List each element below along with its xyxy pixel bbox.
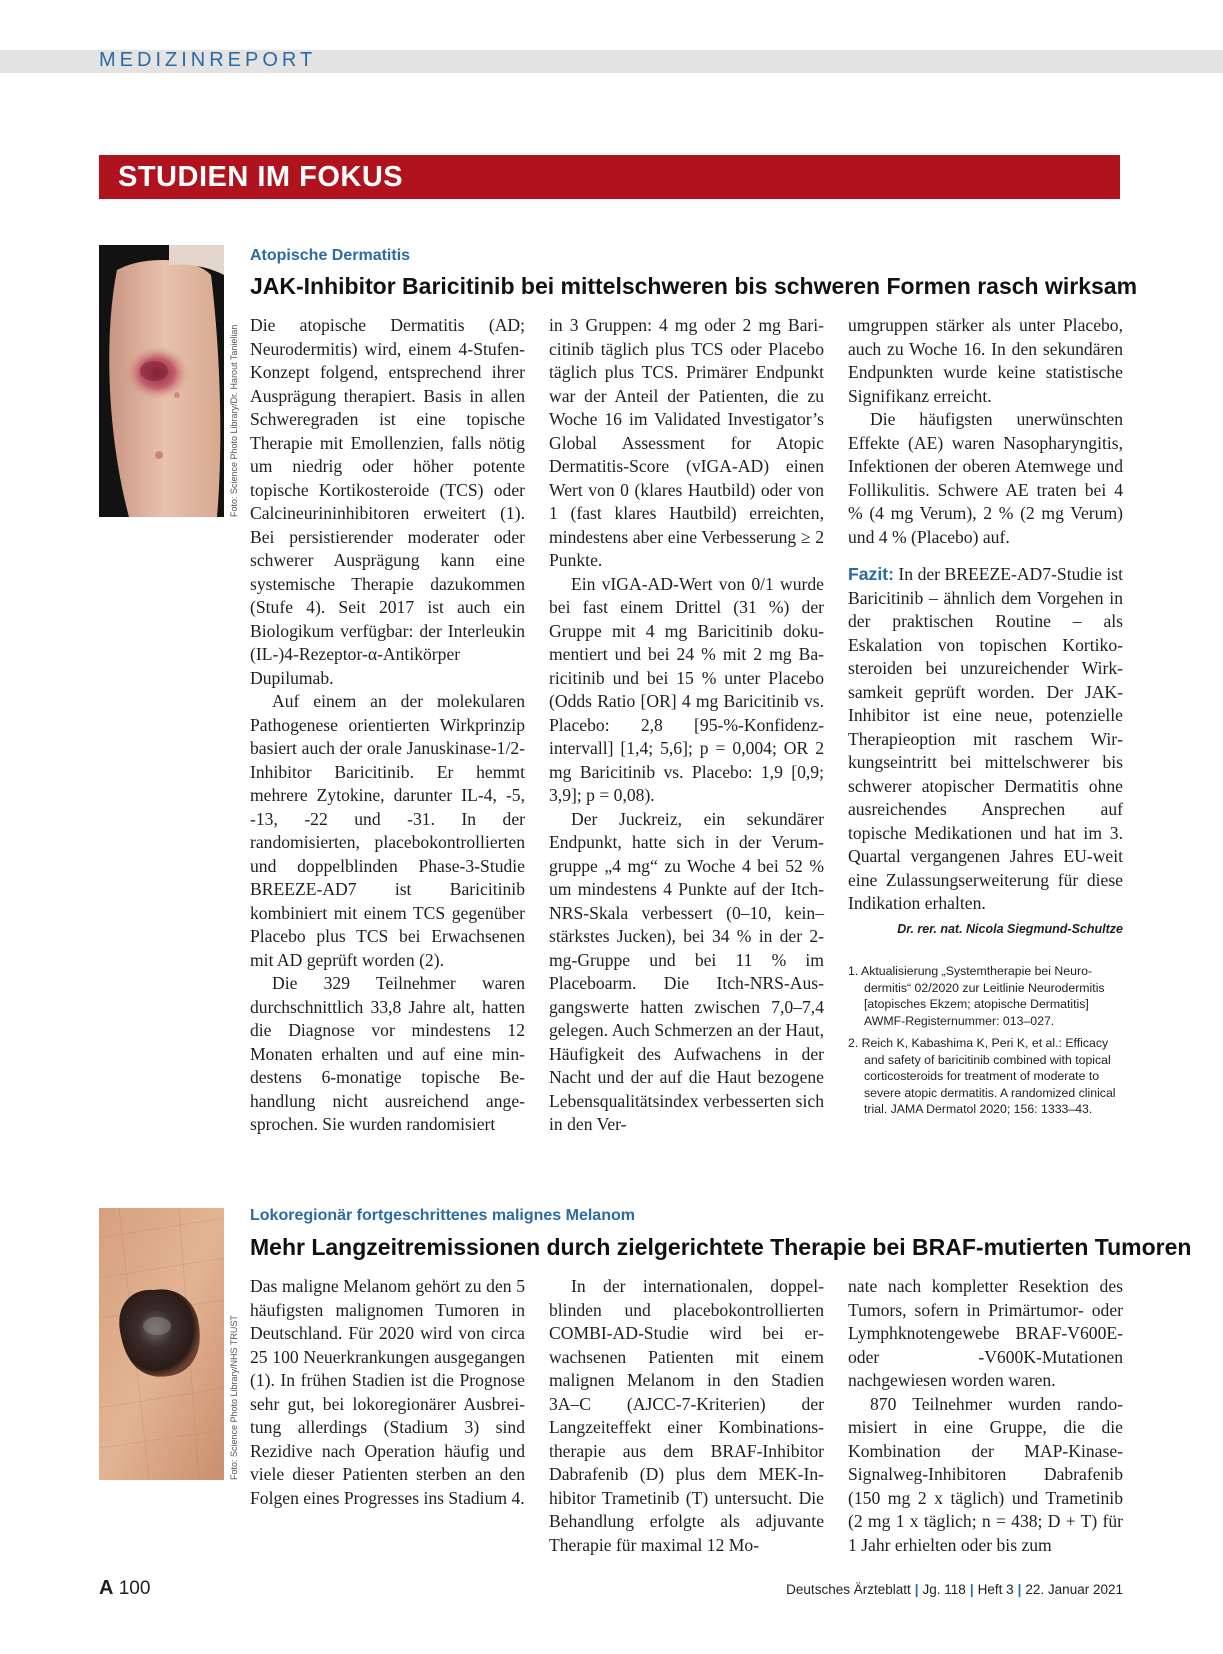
article1-column-2: [549, 314, 824, 1137]
paragraph: Die häufigsten unerwünschten Effekte (AE) waren Nasopharyngitis, Infektionen der oberen Atemwege und Follikulitis. Schwere AE traten bei 4 % (4 mg Verum), 2 % (2 mg Verum) und 4 % (Placebo) auf.: [848, 409, 1123, 547]
separator: |: [914, 1582, 919, 1597]
page-prefix: A: [99, 1577, 114, 1599]
article1-column-3: [848, 314, 1123, 1124]
journal-date: 22. Januar 2021: [1025, 1582, 1123, 1597]
paragraph: umgruppen stärker als unter Placebo, auch zu Woche 16. In den sekundären Endpunkten wurde keine statistische Signifikanz erreicht.: [848, 315, 1123, 406]
paragraph: Das maligne Melanom gehört zu den 5 häufigsten malignomen Tumoren in Deutschland. Für 2020 wird von circa 25 100 Neuerkrankungen ausgegangen (1). In frühen Stadien ist die Prognose sehr gut, bei lokoregionärer Ausbreitung allerdings (Stadium 3) sind Rezidive nach Operation häufig und viele dieser Patienten sterben an den Folgen eines Progresses ins Stadium 4.: [250, 1276, 525, 1508]
paragraph: In der internationalen, doppelblinden und placebokontrollierten COMBI-AD-Studie wird bei erwachsenen Patienten mit einem malignen Melanom in den Stadien 3A–C (AJCC-7-Kriterien) der Langzeiteffekt einer Kombinationstherapie aus dem BRAF-Inhibitor Dabrafenib (D) plus dem MEK-Inhibitor Trametinib (T) untersucht. Die Behandlung erfolgte als adjuvante Therapie für maximal 12 Mo-: [549, 1276, 824, 1555]
page-number-value: 100: [118, 1578, 151, 1599]
article2-headline: Mehr Langzeitremissionen durch zielgerichtete Therapie bei BRAF-mutierten Tumoren: [250, 1234, 1192, 1260]
journal-name: Deutsches Ärzteblatt: [786, 1582, 911, 1597]
reference-list: [848, 963, 1123, 1118]
journal-issue: Heft 3: [977, 1582, 1014, 1597]
separator: |: [1017, 1582, 1022, 1597]
paragraph: Der Juckreiz, ein sekundärer Endpunkt, hatte sich in der Verumgruppe „4 mg“ zu Woche 4 bei 52 % um mindestens 4 Punkte auf der Itch-NRS-Skala verbessert (0–10, kein–stärkstes Jucken), bei 34 % in der 2-mg-Gruppe und bei 11 % im Placeboarm. Die Itch-NRS-Ausgangswerte hatten zwischen 7,0–7,4 gelegen. Auch Schmerzen an der Haut, Häufigkeit des Aufwachens in der Nacht und der auf die Haut bezogene Lebensqualitätsindex verbesserten sich in den Ver-: [549, 808, 824, 1134]
paragraph: Die atopische Dermatitis (AD; Neurodermitis) wird, einem 4-Stufen-Konzept folgend, entsprechend ihrer Ausprägung therapiert. Basis in allen Schweregraden ist eine topische Therapie mit Emollenzien, falls nötig um niedrig oder höher potente topische Kortikosteroide (TCS) oder Calcineurininhibitoren erweitert (1). Bei persistierender moderater oder schwerer Ausprägung kann eine systemische Therapie dazukommen (Stufe 4). Seit 2017 ist auch ein Biologikum verfügbar: der Interleukin (IL-)4-Rezeptor-α-Antikörper Dupilumab.: [250, 315, 525, 688]
section-rubric: MEDIZINREPORT: [99, 49, 317, 71]
article2-column-3: [848, 1275, 1123, 1557]
conclusion-text: In der BREEZE-AD7-Studie ist Baricitinib – ähnlich dem Vorgehen in der praktischen Routine – als Eskalation von topischen Kortikosteroiden bei unzureichender Wirksamkeit geprüft worden. Der JAK-Inhibitor ist eine neue, potenzielle Therapieoption mit raschem Wirkungseintritt bei mittelschwerer bis schwerer atopischer Dermatitis ohne ausreichendes Ansprechen auf topische Medikationen und hat im 3. Quartal vergangenen Jahres EU-weit eine Zulassungserweiterung für diese Indikation erhalten.: [848, 564, 1123, 913]
article2-photo: [99, 1208, 224, 1480]
paragraph: Auf einem an der molekularen Pathogenese orientierten Wirkprinzip basiert auch der orale Januskinase-1/2-Inhibitor Baricitinib. Er hemmt mehrere Zytokine, darunter IL-4, -5, -13, -22 und -31. In der randomisierten, placebokontrollierten und doppelblinden Phase-3-Studie BREEZE-AD7 ist Baricitinib kombiniert mit einem TCS gegenüber Placebo plus TCS bei Erwachsenen mit AD geprüft worden (2).: [250, 691, 525, 970]
reference-item: 1. Aktualisierung „Systemtherapie bei Neurodermitis“ 02/2020 zur Leitlinie Neurodermitis [atopisches Ekzem; atopische Dermatitis] AWMF-Registernummer: 013–027.: [848, 964, 1105, 1028]
page-number: [99, 1577, 150, 1600]
article1-kicker: Atopische Dermatitis: [250, 247, 411, 264]
article1-photo: [99, 245, 224, 517]
article1-headline: JAK-Inhibitor Baricitinib bei mittelschweren bis schweren Formen rasch wirksam: [250, 273, 1138, 299]
separator: |: [969, 1582, 974, 1597]
paragraph: in 3 Gruppen: 4 mg oder 2 mg Baricitinib täglich plus TCS oder Placebo täglich plus TCS. Primärer Endpunkt war der Anteil der Patienten, die zu Woche 16 im Validated Investigator’s Global Assessment for Atopic Dermatitis-Score (vIGA-AD) einen Wert von 0 (klares Hautbild) oder von 1 (fast klares Hautbild) erreichten, mindestens aber eine Verbesserung ≥ 2 Punkte.: [549, 315, 824, 570]
article2-kicker: Lokoregionär fortgeschrittenes malignes Melanom: [250, 1207, 635, 1224]
paragraph: nate nach kompletter Resektion des Tumors, sofern in Primärtumor- oder Lymphknotengewebe BRAF-V600E- oder -V600K-Mutationen nachgewiesen worden waren.: [848, 1276, 1123, 1390]
article1-photo-credit: Foto: Science Photo Library/Dr. Harout Tanielian: [229, 324, 239, 517]
conclusion-label: Fazit:: [848, 564, 894, 584]
journal-info: [786, 1582, 1123, 1597]
journal-volume: Jg. 118: [922, 1582, 966, 1597]
author-byline: Dr. rer. nat. Nicola Siegmund-Schultze: [897, 921, 1123, 936]
article2-column-1: [250, 1275, 525, 1510]
paragraph: 870 Teilnehmer wurden randomisiert in eine Gruppe, die die Kombination der MAP-Kinase-Signalweg-Inhibitoren Dabrafenib (150 mg 2 x täglich) und Trametinib (2 mg 1 x täglich; n = 438; D + T) für 1 Jahr erhielten oder bis zum: [848, 1393, 1123, 1555]
paragraph: Die 329 Teilnehmer waren durchschnittlich 33,8 Jahre alt, hatten die Diagnose vor mindestens 12 Monaten erhalten und auf eine mindestens 6-monatige topische Behandlung nicht ausreichend angesprochen. Sie wurden randomisiert: [250, 973, 525, 1134]
article2-photo-credit: Foto: Science Photo Library/NHS TRUST: [229, 1315, 239, 1480]
section-title: STUDIEN IM FOKUS: [99, 155, 1120, 199]
reference-item: 2. Reich K, Kabashima K, Peri K, et al.: Efficacy and safety of baricitinib combined with topical corticosteroids for treatment of moderate to severe atopic dermatitis. A randomized clinical trial. JAMA Dermatol 2020; 156: 1333–43.: [848, 1036, 1116, 1116]
conclusion-paragraph: [848, 563, 1123, 916]
article2-column-2: [549, 1275, 824, 1557]
paragraph: Ein vIGA-AD-Wert von 0/1 wurde bei fast einem Drittel (31 %) der Gruppe mit 4 mg Baricitinib dokumentiert und bei 24 % mit 2 mg Baricitinib und bei 15 % unter Placebo (Odds Ratio [OR] 4 mg Baricitinib vs. Placebo: 2,8 [95-%-Konfidenzintervall] [1,4; 5,6]; p = 0,004; OR 2 mg Baricitinib vs. Placebo: 1,9 [0,9; 3,9]; p = 0,08).: [549, 573, 824, 805]
article1-column-1: [250, 314, 525, 1137]
